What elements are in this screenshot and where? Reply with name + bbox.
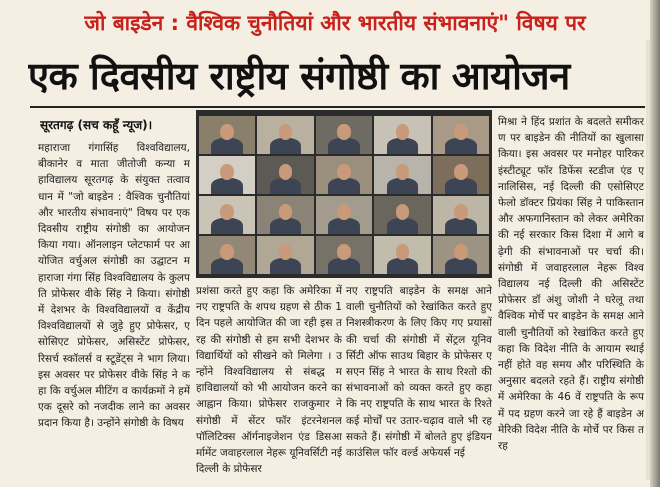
participant-body <box>328 258 360 274</box>
participant-grid <box>199 116 489 274</box>
headline-rule <box>30 106 645 108</box>
article-column-2 <box>196 283 342 485</box>
participant-head <box>337 244 351 259</box>
participant-tile <box>433 236 489 274</box>
participant-head <box>337 164 351 179</box>
participant-head <box>396 204 410 219</box>
participant-tile <box>374 196 430 234</box>
page-edge <box>650 0 660 487</box>
column-2-text: प्रशंसा करते हुए कहा कि अमेरिका में नए राष्ट्रपति के शपथ ग्रहण से ठीक 1 दिन पहले आयोजित की जा रही इस तरह की संगोष्ठी से हम सभी देशभर के विद्यार्थियों को सीखने को मिलेगा । उन्होंने विश्वविद्यालय से संबद्ध महाविद्यालयों को भी आयोजन करने का आह्वान किया। प्रोफेसर राजकुमार ने संगोष्ठी में सेंटर फॉर इंटरनेशनल पॉलिटिक्स ऑर्गनाइजेशन एंड डिसआर्मामेंट जवाहरलाल नेहरू यूनिवर्सिटी नई दिल्ली के प्रोफेसर <box>196 285 342 476</box>
article-column-4 <box>498 114 644 485</box>
participant-tile <box>433 116 489 154</box>
participant-tile <box>316 156 372 194</box>
participant-body <box>387 178 419 194</box>
participant-body <box>211 258 243 274</box>
participant-head <box>396 244 410 259</box>
participant-head <box>279 204 293 219</box>
participant-tile <box>374 156 430 194</box>
participant-head <box>454 244 468 259</box>
participant-body <box>270 218 302 234</box>
participant-tile <box>199 156 255 194</box>
article-column-3 <box>346 283 492 485</box>
zoom-meeting-photo <box>196 110 492 278</box>
participant-head <box>220 164 234 179</box>
participant-head <box>279 124 293 139</box>
participant-tile <box>316 116 372 154</box>
participant-body <box>387 218 419 234</box>
participant-tile <box>199 196 255 234</box>
participant-head <box>220 204 234 219</box>
participant-body <box>211 218 243 234</box>
participant-tile <box>257 236 313 274</box>
participant-body <box>387 138 419 154</box>
participant-tile <box>257 156 313 194</box>
participant-body <box>328 178 360 194</box>
participant-body <box>270 138 302 154</box>
top-headline: जो बाइडेन : वैश्विक चुनौतियां और भारतीय संभावनाएं" विषय पर <box>84 11 586 35</box>
participant-head <box>279 244 293 259</box>
main-headline: एक दिवसीय राष्ट्रीय संगोष्ठी का आयोजन <box>28 54 570 98</box>
participant-head <box>454 164 468 179</box>
participant-head <box>337 124 351 139</box>
participant-body <box>445 218 477 234</box>
participant-body <box>270 178 302 194</box>
participant-tile <box>257 196 313 234</box>
participant-tile <box>374 236 430 274</box>
participant-tile <box>374 116 430 154</box>
column-4-text: मिश्रा ने हिंद प्रशांत के बदलते समीकरण पर बाइडेन की नीतियों का खुलासा किया। इस अवसर पर मनोहर पारिकर इंस्टीट्यूट फॉर डिफेंस स्टडीज एंड एनालिसिस, नई दिल्ली की एसोसिएट फेलो डॉक्टर प्रियंका सिंह ने पाकिस्तान और अफगानिस्तान को लेकर अमेरिका की नई सरकार किस दिशा में आगे बढ़ेगी की संभावनाओं पर चर्चा की। संगोष्ठी में जवाहरलाल नेहरू विश्वविद्यालय नई दिल्ली की असिस्टेंट प्रोफेसर डॉ अंशु जोशी ने घरेलू तथा वैश्विक मोर्चे पर बाइडेन के समक्ष आने वाली चुनौतियों को रेखांकित करते हुए कहा कि विदेश नीति के आयाम स्थाई नहीं होते वह समय और परिस्थिति के अनुसार बदलते रहते हैं। राष्ट्रीय संगोष्ठी में अमेरिका के 46 वें राष्ट्रपति के रूप में पद ग्रहण करने जा रहे हैं बाइडेन अमेरिकी विदेश नीति के मोर्चे पर किस तरह <box>498 116 644 453</box>
participant-head <box>396 124 410 139</box>
participant-head <box>454 124 468 139</box>
participant-tile <box>316 236 372 274</box>
article-column-1 <box>38 140 190 485</box>
participant-body <box>270 258 302 274</box>
participant-tile <box>199 116 255 154</box>
participant-body <box>445 178 477 194</box>
participant-head <box>337 204 351 219</box>
participant-head <box>220 124 234 139</box>
participant-tile <box>257 116 313 154</box>
participant-head <box>396 164 410 179</box>
participant-head <box>279 164 293 179</box>
participant-body <box>211 178 243 194</box>
participant-body <box>445 138 477 154</box>
participant-body <box>387 258 419 274</box>
participant-body <box>445 258 477 274</box>
column-3-text: नए राष्ट्रपति बाइडेन के समक्ष आने वाली चुनौतियों को रेखांकित करते हुए निशस्त्रीकरण के लिए किए गए प्रयासों की चर्चा की संगोष्ठी में सेंट्रल यूनिवर्सिटी ऑफ साउथ बिहार के प्रोफेसर एसएन सिंह ने भारत के साथ रिश्तो की संभावनाओं को व्यक्त करते हुए कहा कि नए राष्ट्रपति के साथ भारत के रिश्ते कई मोर्चों पर उतार-चढ़ाव वाले भी रह सकते हैं। संगोष्ठी में बोलते हुए इंडियन काउंसिल फॉर वर्ल्ड अफेयर्स नई <box>346 285 492 460</box>
participant-body <box>328 138 360 154</box>
participant-head <box>220 244 234 259</box>
participant-body <box>328 218 360 234</box>
column-1-text: महाराजा गंगासिंह विश्वविद्यालय, बीकानेर व माता जीतोजी कन्या महाविद्यालय सूरतगढ़ के संयुक्त तत्वावधान में "जो बाइडेन : वैश्विक चुनौतियां और भारतीय संभावनाएं" विषय पर एक दिवसीय राष्ट्रीय संगोष्ठी का आयोजन किया गया। ऑनलाइन प्लेटफार्म पर आयोजित वर्चुअल संगोष्ठी का उद्घाटन महाराजा गंगा सिंह विश्वविद्यालय के कुलपति प्रोफेसर वीके सिंह ने किया। संगोष्ठी में देशभर के विश्वविद्यालयों व केंद्रीय विश्वविद्यालयों से जुड़े हुए प्रोफेसर, एसोसिएट प्रोफेसर, असिस्टेंट प्रोफेसर, रिसर्च स्कॉलर्स व स्टूडेंट्स ने भाग लिया। इस अवसर पर प्रोफेसर वीके सिंह ने कहा कि वर्चुअल मीटिंग व कार्यक्रमों ने हमें एक दूसरे को नजदीक लाने का अवसर प्रदान किया है। उन्होंने संगोष्ठी के विषय <box>38 142 190 430</box>
byline: सूरतगढ़ (सच कहूँ न्यूज)। <box>40 118 153 132</box>
participant-tile <box>316 196 372 234</box>
participant-tile <box>433 156 489 194</box>
participant-body <box>211 138 243 154</box>
participant-head <box>454 204 468 219</box>
participant-tile <box>199 236 255 274</box>
participant-tile <box>433 196 489 234</box>
